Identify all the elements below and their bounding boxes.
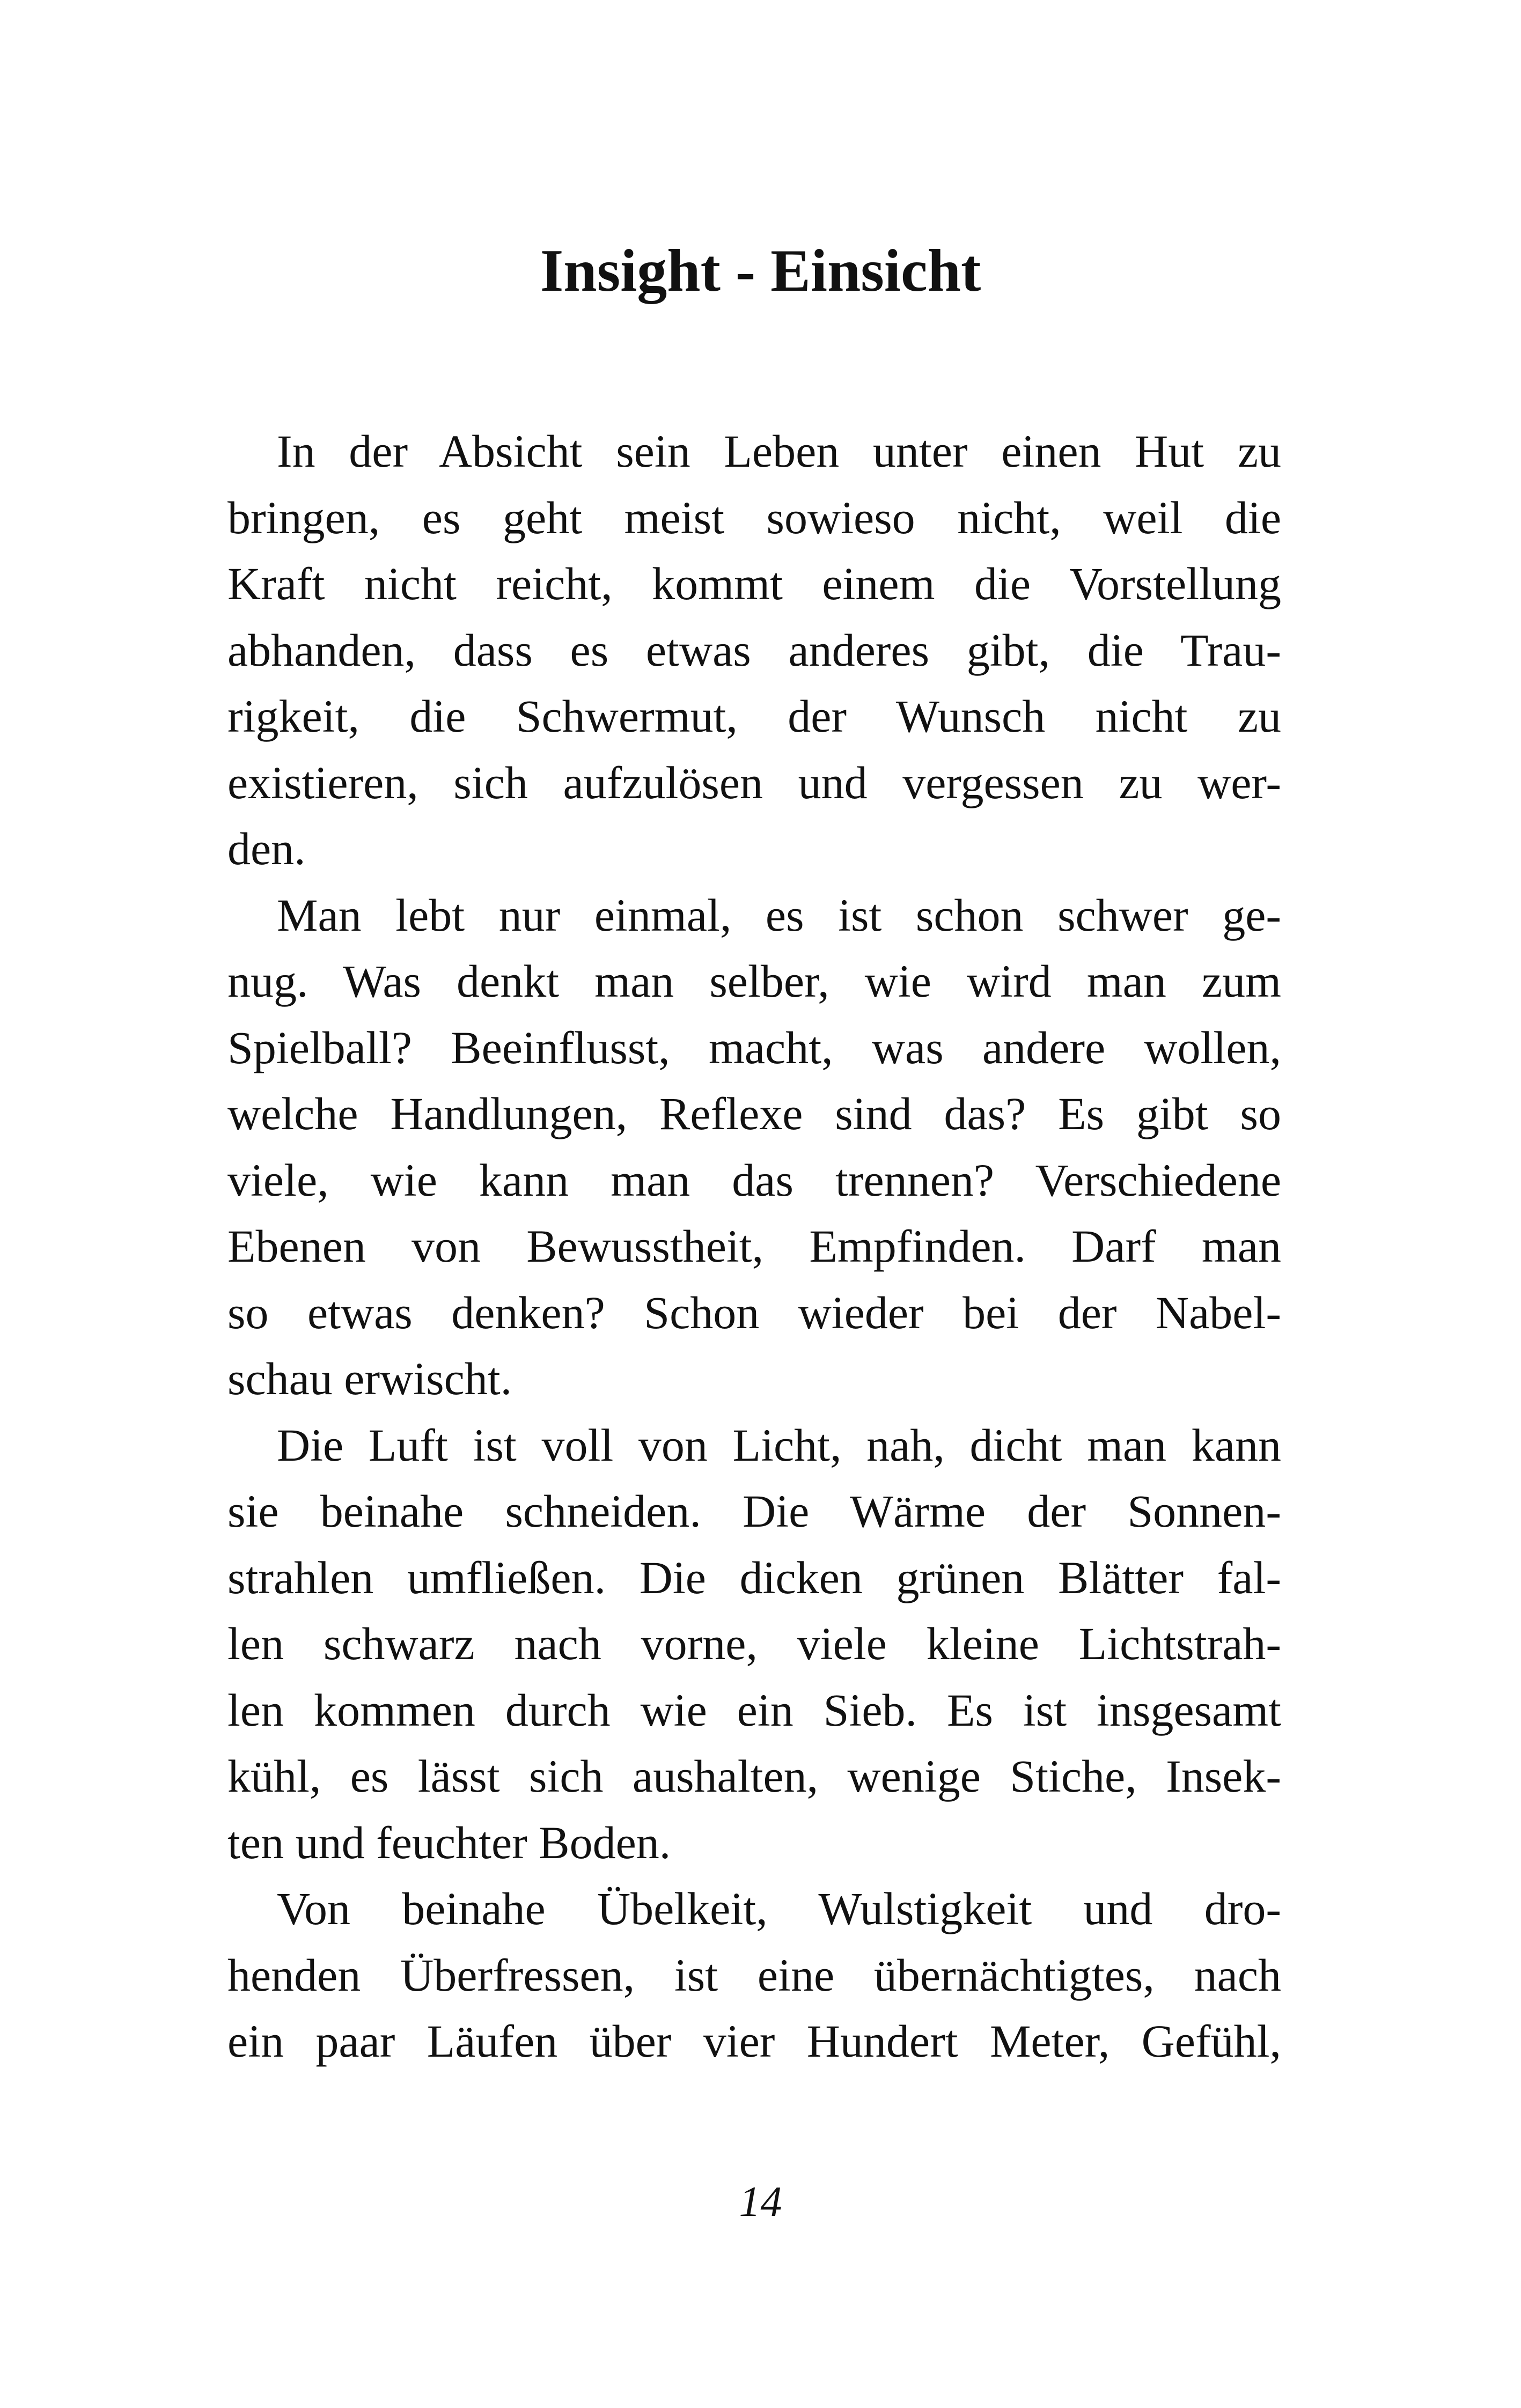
text-line: rigkeit, die Schwermut, der Wunsch nicht zu xyxy=(227,690,1281,742)
paragraph-3 xyxy=(227,1412,1281,1876)
paragraph-1 xyxy=(227,418,1281,882)
text-line: strahlen umfließen. Die dicken grünen Blätter fal- xyxy=(227,1551,1281,1603)
text-line: bringen, es geht meist sowieso nicht, weil die xyxy=(227,491,1281,543)
paragraph-4 xyxy=(227,1876,1281,2075)
body-text xyxy=(227,418,1281,2075)
text-line: ten und feuchter Boden. xyxy=(227,1816,671,1868)
text-line: Von beinahe Übelkeit, Wulstigkeit und dro- xyxy=(277,1883,1281,1934)
text-line: Spielball? Beeinflusst, macht, was andere wollen, xyxy=(227,1021,1281,1073)
text-line: schau erwischt. xyxy=(227,1353,512,1404)
chapter-title: Insight - Einsicht xyxy=(540,238,981,304)
paragraph-2 xyxy=(227,882,1281,1412)
text-line: den. xyxy=(227,823,306,874)
text-line: In der Absicht sein Leben unter einen Hut zu xyxy=(277,425,1281,477)
text-line: henden Überfressen, ist eine übernächtigtes, nach xyxy=(227,1949,1281,2001)
text-line: so etwas denken? Schon wieder bei der Nabel- xyxy=(227,1286,1281,1338)
text-line: Man lebt nur einmal, es ist schon schwer ge- xyxy=(277,889,1281,941)
text-line: welche Handlungen, Reflexe sind das? Es gibt so xyxy=(227,1088,1281,1139)
text-line: len kommen durch wie ein Sieb. Es ist insgesamt xyxy=(227,1684,1281,1736)
text-line: nug. Was denkt man selber, wie wird man zum xyxy=(227,955,1281,1007)
text-line: kühl, es lässt sich aushalten, wenige Stiche, Insek- xyxy=(227,1750,1281,1802)
text-line: Ebenen von Bewusstheit, Empfinden. Darf man xyxy=(227,1220,1281,1272)
page-number: 14 xyxy=(739,2178,782,2226)
text-line: sie beinahe schneiden. Die Wärme der Sonnen- xyxy=(227,1485,1281,1537)
text-line: len schwarz nach vorne, viele kleine Lichtstrah- xyxy=(227,1618,1281,1669)
text-line: Die Luft ist voll von Licht, nah, dicht man kann xyxy=(277,1419,1281,1471)
text-line: existieren, sich aufzulösen und vergessen zu wer- xyxy=(227,756,1281,808)
text-line: Kraft nicht reicht, kommt einem die Vorstellung xyxy=(227,558,1281,609)
text-line: ein paar Läufen über vier Hundert Meter, Gefühl, xyxy=(227,2015,1281,2067)
text-line: viele, wie kann man das trennen? Verschiedene xyxy=(227,1154,1281,1206)
text-line: abhanden, dass es etwas anderes gibt, die Trau- xyxy=(227,624,1281,676)
